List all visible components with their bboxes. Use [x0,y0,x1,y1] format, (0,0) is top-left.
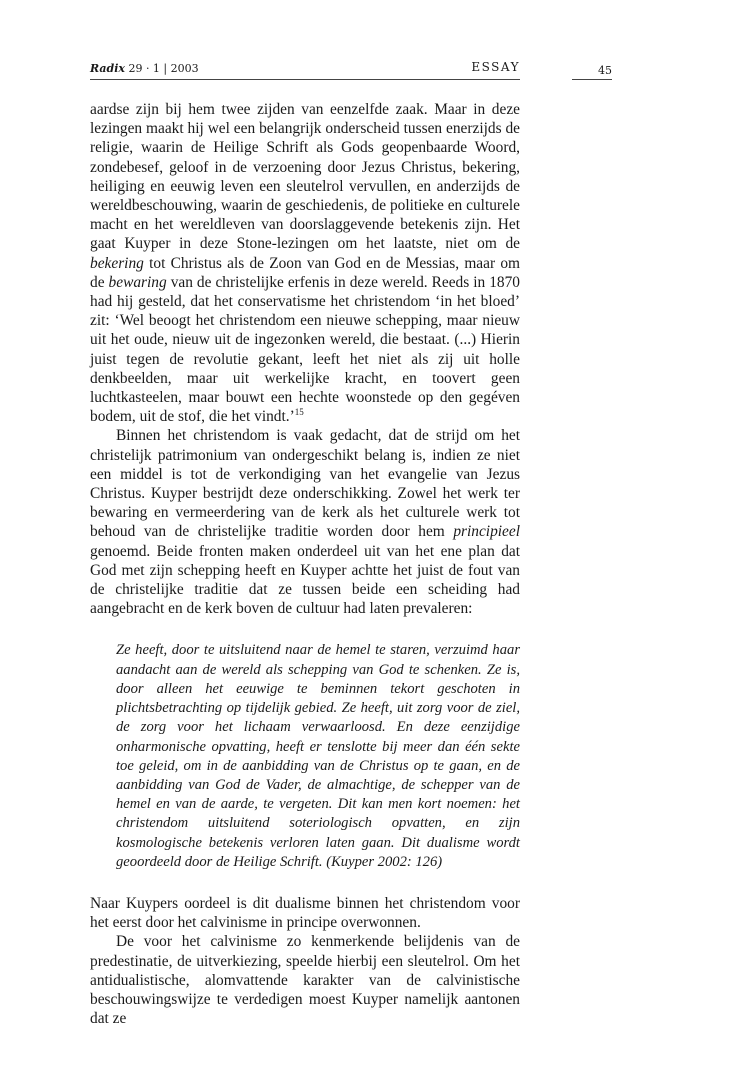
journal-issue: 29 · 1 | 2003 [124,62,199,75]
paragraph-1: aardse zijn bij hem twee zijden van eenzelfde zaak. Maar in deze lezingen maakt hij wel een belangrijk onderscheid tussen enerzijds de religie, waarin de Heilige Schrift als Gods geopenbaarde Woord, zondebesef, geloof in de verzoening door Jezus Christus, bekering, heiliging en eeuwig leven een sleutelrol vervullen, en anderzijds de wereldbeschouwing, waarin de geschiedenis, de politieke en culturele macht en het wereldleven van doorslaggevende betekenis zijn. Het gaat Kuyper in deze Stone-lezingen om het laatste, niet om de bekering tot Christus als de Zoon van God en de Messias, maar om de bewaring van de christelijke erfenis in deze wereld. Reeds in 1870 had hij gesteld, dat het conservatisme het christendom ‘in het bloed’ zit: ‘Wel beoogt het christendom een nieuwe schepping, maar nieuw uit het oude, nieuw uit de ingezonken wereld, die bestaat. (...) Hierin juist tegen de revolutie gekant, leeft het niet als zij uit holle denkbeelden, maar uit werkelijke kracht, en toovert geen luchtkasteelen, maar bouwt een hechte woonstede op den gegéven bodem, uit de stof, die het vindt.’$^{15}$ [90,101,521,426]
paragraph-2: Binnen het christendom is vaak gedacht, dat de strijd om het christelijk patrimonium van ondergeschikt belang is, indien ze niet een middel is tot de verkondiging van het evangelie van Jezus Christus. Kuyper bestrijdt deze onderschikking. Zowel het werk ter bewaring en vermeerdering van de kerk als het culturele werk tot behoud van de christelijke traditie worden door hem principieel genoemd. Beide fronten maken onderdeel uit van het ene plan dat God met zijn schepping heeft en Kuyper achtte het juist de fout van de christelijke traditie dat ze tussen beide een scheiding had aangebracht en de kerk boven de cultuur had laten prevaleren: [90,427,520,618]
page-number: 45 [598,64,612,77]
block-quote: Ze heeft, door te uitsluitend naar de hemel te staren, verzuimd haar aandacht aan de wereld als schepping van God te schenken. Ze is, door alleen het eeuwige te beminnen tekort geschoten in plichtsbetrachting op tijdelijk gebied. Ze heeft, uit zorg voor de ziel, de zorg voor het lichaam verwaarloosd. En deze eenzijdige onharmonische opvatting, heeft er tenslotte bij meer dan één sekte toe geleid, om in de aanbidding van de Christus op te gaan, en de aanbidding van God de Vader, de almachtige, de schepper van de hemel en van de aarde, te vergeten. Dit kan men kort noemen: het christendom uitsluitend soteriologisch opvatten, en zijn kosmologische betekenis verloren laten gaan. Dit dualisme wordt geoordeeld door de Heilige Schrift. (Kuyper 2002: 126) [116,642,520,870]
section-label: ESSAY [471,60,520,74]
footnote-ref: 15 [294,407,304,418]
paragraph-4: De voor het calvinisme zo kenmerkende belijdenis van de predestinatie, de uitverkiezing, speelde hierbij een sleutelrol. Om het antidualistische, alomvattende karakter van de calvinistische beschouwingswijze te verdedigen moest Kuyper namelijk aantonen dat ze [90,933,520,1028]
header-rule [90,79,520,80]
page-number-rule [572,79,612,80]
running-head [90,62,520,78]
paragraph-3: Naar Kuypers oordeel is dit dualisme binnen het christendom voor het eerst door het calvinisme in principe overwonnen. [90,894,520,932]
article-body [90,100,520,1028]
journal-citation [90,62,199,76]
journal-title: Radix [90,62,125,75]
